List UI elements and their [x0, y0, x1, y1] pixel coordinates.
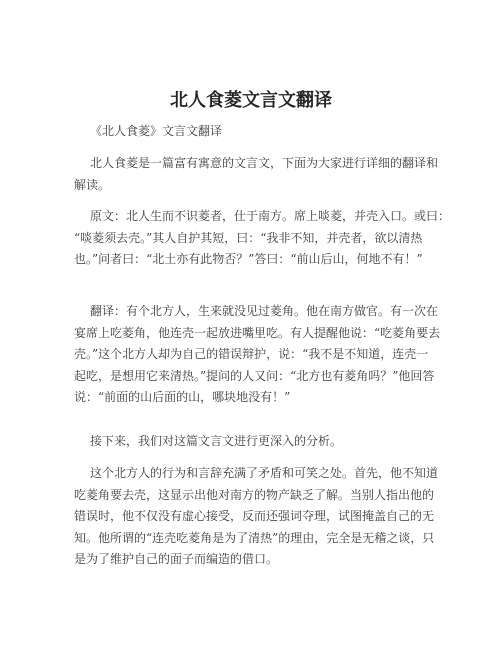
paragraph-line: 宴席上吃菱角，他连壳一起放进嘴里吃。有人提醒他说：“吃菱角要去 [74, 325, 441, 340]
paragraph-line: 错误时，他不仅没有虚心接受，反而还强词夺理，试图掩盖自己的无 [74, 509, 435, 523]
paragraph-line: 翻译：有个北方人，生来就没见过菱角。他在南方做官。有一次在 [90, 304, 439, 318]
paragraph-line: 《北人食菱》文言文翻译 [90, 124, 223, 138]
paragraph-translation [74, 301, 440, 409]
paragraph-line: 是为了维护自己的面子而编造的借口。 [74, 552, 279, 566]
paragraph-line: 解读。 [74, 177, 111, 192]
paragraph-analysis [74, 463, 440, 571]
paragraph-subtitle [74, 121, 440, 143]
paragraph-line: 北人食菱是一篇富有寓意的文言文，下面为大家进行详细的翻译和 [90, 156, 439, 170]
paragraph-line: 吃菱角要去壳，这显示出他对南方的物产缺乏了解。当别人指出他的 [74, 487, 435, 502]
paragraph-original-text [74, 206, 451, 271]
paragraph-intro [74, 153, 440, 196]
paragraph-line: 这个北方人的行为和言辞充满了矛盾和可笑之处。首先，他不知道 [90, 466, 439, 480]
paragraph-line: 也。”问者曰：“北土亦有此物否？”答曰：“前山后山，何地不有！” [74, 252, 423, 266]
paragraph-line: 原文：北人生而不识菱者，仕于南方。席上啖菱，并壳入口。或曰： [90, 209, 451, 223]
document-title: 北人食菱文言文翻译 [170, 90, 332, 111]
paragraph-line: “啖菱须去壳。”其人自护其短，曰：“我非不知，并壳者，欲以清热 [74, 230, 423, 245]
paragraph-line: 知。他所谓的“连壳吃菱角是为了清热”的理由，完全是无稽之谈，只 [74, 530, 435, 545]
paragraph-line: 壳。”这个北方人却为自己的错误辩护，说：“我不是不知道，连壳一 [74, 347, 429, 361]
paragraph-line: 起吃，是想用它来清热。”提问的人又问：“北方也有菱角吗？”他回答 [74, 368, 435, 383]
paragraph-line: 接下来，我们对这篇文言文进行更深入的分析。 [90, 434, 343, 448]
paragraph-line: 说：“前面的山后面的山，哪块地没有！” [74, 390, 291, 404]
paragraph-analysis-intro [74, 431, 440, 453]
